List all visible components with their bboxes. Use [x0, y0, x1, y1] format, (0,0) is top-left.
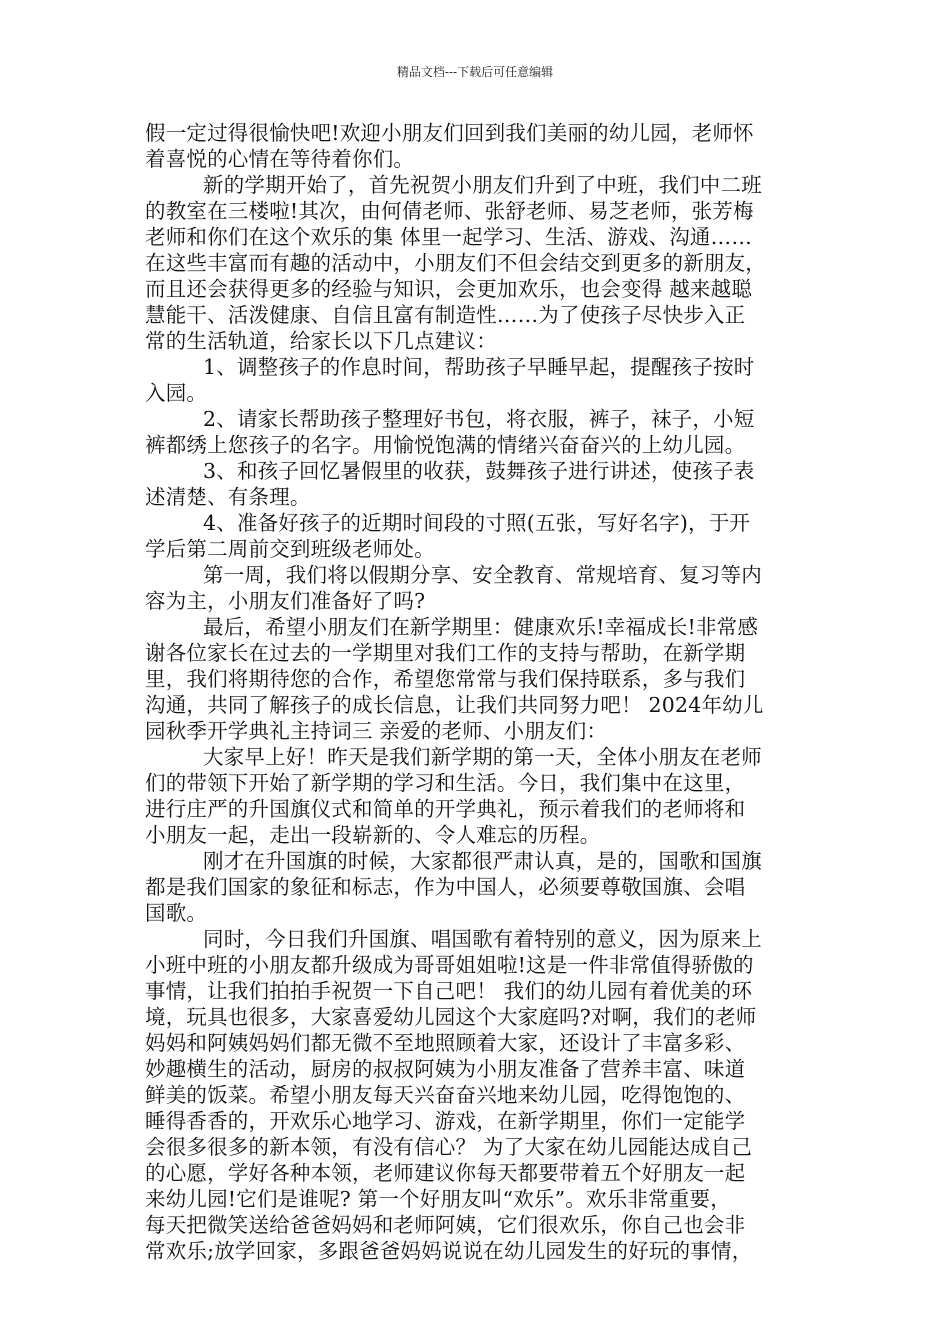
text-line: 园秋季开学典礼主持词三 亲爱的老师、小朋友们： [145, 719, 608, 743]
text-line: 3、和孩子回忆暑假里的收获，鼓舞孩子进行讲述，使孩子表 [203, 459, 755, 483]
text-line: 老师和你们在这个欢乐的集 体里一起学习、生活、游戏、沟通…… [145, 225, 753, 249]
text-line: 1、调整孩子的作息时间，帮助孩子早睡早起，提醒孩子按时 [203, 355, 755, 379]
text-line: 入园。 [145, 381, 208, 405]
text-line: 学后第二周前交到班级老师处。 [145, 537, 435, 561]
text-line: 小朋友一起，走出一段崭新的、令人难忘的历程。 [145, 823, 601, 847]
text-line: 妈妈和阿姨妈妈们都无微不至地照顾着大家，还设计了丰富多彩、 [145, 1031, 746, 1055]
text-line: 境，玩具也很多，大家喜爱幼儿园这个大家庭吗?对啊，我们的老师 [145, 1005, 757, 1029]
text-line: 每天把微笑送给爸爸妈妈和老师阿姨，它们很欢乐，你自己也会非 [145, 1213, 746, 1237]
text-line: 会很多很多的新本领，有没有信心？ 为了大家在幼儿园能达成自己 [145, 1135, 753, 1159]
text-line: 小班中班的小朋友都升级成为哥哥姐姐啦!这是一件非常值得骄傲的 [145, 953, 754, 977]
text-line: 都是我们国家的象征和标志，作为中国人，必须要尊敬国旗、会唱 [145, 875, 746, 899]
text-line: 进行庄严的升国旗仪式和简单的开学典礼，预示着我们的老师将和 [145, 797, 746, 821]
text-line: 着喜悦的心情在等待着你们。 [145, 147, 415, 171]
document-body [145, 120, 817, 1264]
text-line: 同时，今日我们升国旗、唱国歌有着特别的意义，因为原来上 [203, 927, 762, 951]
text-line: 鲜美的饭菜。希望小朋友每天兴奋奋兴地来幼儿园，吃得饱饱的、 [145, 1083, 746, 1107]
text-line: 容为主，小朋友们准备好了吗? [145, 589, 426, 613]
text-line: 事情，让我们拍拍手祝贺一下自己吧！ 我们的幼儿园有着优美的环 [145, 979, 753, 1003]
text-line: 沟通，共同了解孩子的成长信息，让我们共同努力吧！ 2024年幼儿 [145, 693, 764, 717]
text-line: 的心愿，学好各种本领，老师建议你每天都要带着五个好朋友一起 [145, 1161, 746, 1185]
text-line: 而且还会获得更多的经验与知识，会更加欢乐，也会变得 越来越聪 [145, 277, 753, 301]
text-line: 慧能干、活泼健康、自信且富有制造性……为了使孩子尽快步入正 [145, 303, 746, 327]
text-line: 4、准备好孩子的近期时间段的寸照(五张，写好名字)，于开 [203, 511, 751, 535]
text-line: 们的带领下开始了新学期的学习和生活。今日，我们集中在这里， [145, 771, 746, 795]
text-line: 新的学期开始了，首先祝贺小朋友们升到了中班，我们中二班 [203, 173, 762, 197]
text-line: 睡得香香的，开欢乐心地学习、游戏，在新学期里，你们一定能学 [145, 1109, 746, 1133]
text-line: 常的生活轨道，给家长以下几点建议： [145, 329, 497, 353]
text-line: 假一定过得很愉快吧!欢迎小朋友们回到我们美丽的幼儿园，老师怀 [145, 121, 754, 145]
text-line: 刚才在升国旗的时候，大家都很严肃认真，是的，国歌和国旗 [203, 849, 762, 873]
text-line: 的教室在三楼啦!其次，由何倩老师、张舒老师、易芝老师，张芳梅 [145, 199, 754, 223]
text-line: 述清楚、有条理。 [145, 485, 311, 509]
text-line: 裤都绣上您孩子的名字。用愉悦饱满的情绪兴奋奋兴的上幼儿园。 [145, 433, 746, 457]
text-line: 最后，希望小朋友们在新学期里：健康欢乐!幸福成长!非常感 [203, 615, 759, 639]
text-line: 里，我们将期待您的合作，希望您常常与我们保持联系，多与我们 [145, 667, 746, 691]
text-line: 谢各位家长在过去的一学期里对我们工作的支持与帮助，在新学期 [145, 641, 746, 665]
text-line: 在这些丰富而有趣的活动中，小朋友们不但会结交到更多的新朋友， [145, 251, 766, 275]
text-line: 妙趣横生的活动，厨房的叔叔阿姨为小朋友准备了营养丰富、味道 [145, 1057, 746, 1081]
text-line: 第一周，我们将以假期分享、安全教育、常规培育、复习等内 [203, 563, 762, 587]
text-line: 国歌。 [145, 901, 208, 925]
page-header: 精品文档---下载后可任意编辑 [396, 65, 554, 79]
text-line: 2、请家长帮助孩子整理好书包，将衣服，裤子，袜子，小短 [203, 407, 755, 431]
text-line: 来幼儿园!它们是谁呢? 第一个好朋友叫“欢乐”。欢乐非常重要， [145, 1187, 731, 1211]
text-line: 大家早上好！昨天是我们新学期的第一天，全体小朋友在老师 [203, 745, 762, 769]
text-line: 常欢乐;放学回家，多跟爸爸妈妈说说在幼儿园发生的好玩的事情， [145, 1239, 753, 1263]
